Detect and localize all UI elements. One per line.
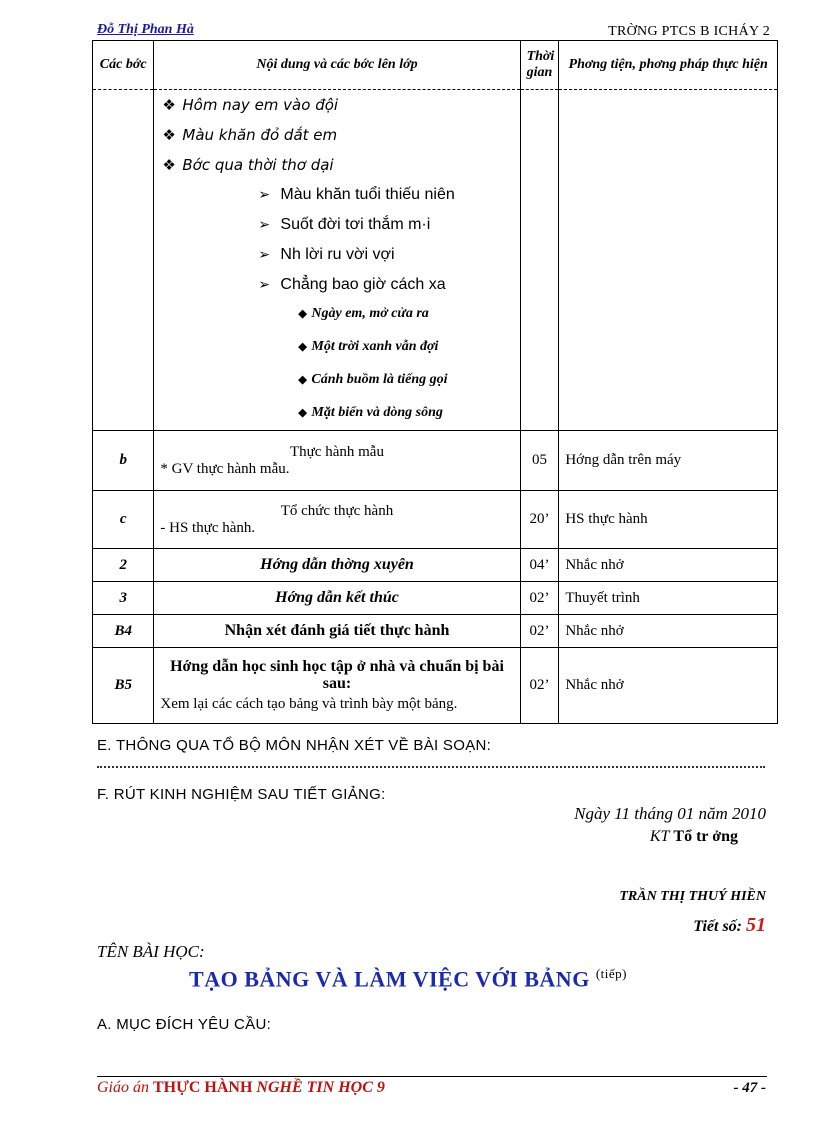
section-a-heading: A. MỤC ĐÍCH YÊU CẦU: <box>97 1016 272 1033</box>
lesson-title: TẠO BẢNG VÀ LÀM VIỆC VỚI BẢNG $^{(tiếp)}$ <box>189 966 627 992</box>
header-steps: Các bớc <box>93 41 154 90</box>
method-cell: HS thực hành <box>559 491 778 549</box>
row-title: Thực hành mẫu <box>290 443 384 460</box>
time-cell <box>520 90 559 431</box>
diamond-cluster-icon: ❖ <box>162 96 176 114</box>
list-item: ◆ Cánh buồm là tiếng gọi <box>298 372 448 387</box>
time-cell: 20’ <box>520 491 559 549</box>
page-number: - 47 - <box>733 1080 766 1096</box>
list-item: ➢ Nh lời ru vời vợi <box>258 246 395 263</box>
diamond-bullet-icon: ◆ <box>298 374 307 386</box>
lesson-plan-table <box>92 40 778 724</box>
section-f-heading: F. RÚT KINH NGHIỆM SAU TIẾT GIẢNG: <box>97 786 386 803</box>
diamond-cluster-icon: ❖ <box>162 126 176 144</box>
school-name: TRỜNG PTCS B ICHÁY 2 <box>608 24 770 39</box>
diamond-bullet-icon: ◆ <box>298 407 307 419</box>
list-item: ❖ Hôm nay em vào đội <box>162 96 339 114</box>
diamond-bullet-icon: ◆ <box>298 308 307 320</box>
table-row <box>93 582 778 615</box>
content-cell: Hớng dẫn thờng xuyên <box>154 549 520 582</box>
step-cell: b <box>93 431 154 491</box>
dotted-line <box>97 760 765 768</box>
lesson-label: TÊN BÀI HỌC: <box>97 942 205 961</box>
arrow-bullet-icon: ➢ <box>258 186 271 202</box>
list-item: ➢ Suốt đời tơi thắm m·i <box>258 216 431 233</box>
step-cell: B5 <box>93 648 154 724</box>
time-cell: 04’ <box>520 549 559 582</box>
time-cell: 05 <box>520 431 559 491</box>
list-item: ◆ Mặt biển và dòng sông <box>298 405 443 420</box>
header-time: Thời gian <box>520 41 559 90</box>
arrow-bullet-icon: ➢ <box>258 246 271 262</box>
step-cell: 3 <box>93 582 154 615</box>
section-e-heading: E. THÔNG QUA TỔ BỘ MÔN NHẬN XÉT VỀ BÀI SOẠN: <box>97 737 492 754</box>
list-item: ◆ Ngày em, mở cửa ra <box>298 306 429 321</box>
footer-divider <box>97 1076 767 1077</box>
step-cell <box>93 90 154 431</box>
signature-date: Ngày 11 tháng 01 năm 2010 <box>574 804 766 823</box>
method-cell: Nhắc nhở <box>559 648 778 724</box>
content-list-cell <box>154 90 520 431</box>
step-cell: c <box>93 491 154 549</box>
time-cell: 02’ <box>520 648 559 724</box>
row-title: Hớng dẫn học sinh học tập ở nhà và chuẩn bị bài sau: <box>170 658 504 692</box>
method-cell <box>559 90 778 431</box>
content-cell: Nhận xét đánh giá tiết thực hành <box>154 615 520 648</box>
diamond-cluster-icon: ❖ <box>162 156 176 174</box>
table-row <box>93 431 778 491</box>
row-title: Tổ chức thực hành <box>280 502 394 519</box>
row-detail: * GV thực hành mẫu. <box>160 460 290 477</box>
arrow-bullet-icon: ➢ <box>258 276 271 292</box>
table-header-row <box>93 41 778 90</box>
arrow-bullet-icon: ➢ <box>258 216 271 232</box>
content-cell <box>154 648 520 724</box>
signer-name: TRẦN THỊ THUÝ HIỀN <box>619 889 766 904</box>
table-row <box>93 549 778 582</box>
method-cell: Nhắc nhở <box>559 615 778 648</box>
list-item: ❖ Bớc qua thời thơ dại <box>162 156 334 174</box>
table-row <box>93 491 778 549</box>
time-cell: 02’ <box>520 582 559 615</box>
diamond-bullet-icon: ◆ <box>298 341 307 353</box>
list-item: ➢ Chẳng bao giờ cách xa <box>258 276 446 293</box>
list-item: ❖ Màu khăn đỏ dắt em <box>162 126 338 144</box>
list-item: ➢ Màu khăn tuổi thiếu niên <box>258 186 455 203</box>
header-method: Phơng tiện, phơng pháp thực hiện <box>559 41 778 90</box>
method-cell: Hớng dẫn trên máy <box>559 431 778 491</box>
table-row <box>93 90 778 431</box>
list-item: ◆ Một trời xanh vẫn đợi <box>298 339 439 354</box>
method-cell: Thuyết trình <box>559 582 778 615</box>
author-name: Đỗ Thị Phan Hà <box>97 22 194 37</box>
lesson-number: Tiết số: 51 <box>693 914 766 936</box>
table-row <box>93 615 778 648</box>
signature-role: KT Tổ tr ởng <box>649 828 738 845</box>
footer-title: Giáo án THỰC HÀNH NGHỀ TIN HỌC 9 <box>97 1079 385 1096</box>
content-cell <box>154 431 520 491</box>
content-cell: Hớng dẫn kết thúc <box>154 582 520 615</box>
row-detail: Xem lại các cách tạo bảng và trình bày một bảng. <box>160 696 458 712</box>
method-cell: Nhắc nhở <box>559 549 778 582</box>
time-cell: 02’ <box>520 615 559 648</box>
table-row <box>93 648 778 724</box>
content-cell <box>154 491 520 549</box>
step-cell: B4 <box>93 615 154 648</box>
row-detail: - HS thực hành. <box>160 519 256 536</box>
step-cell: 2 <box>93 549 154 582</box>
header-content: Nội dung và các bớc lên lớp <box>154 41 520 90</box>
